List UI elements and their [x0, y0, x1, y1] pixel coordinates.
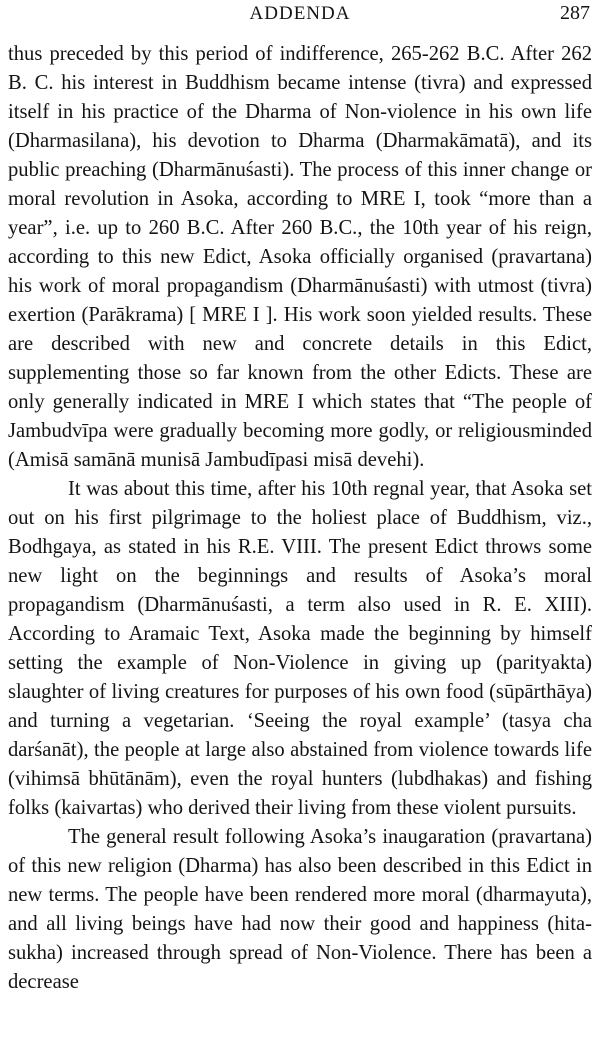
running-title: ADDENDA	[249, 3, 351, 24]
body-text	[8, 40, 592, 997]
page-number: 287	[560, 2, 590, 24]
paragraph-2: It was about this time, after his 10th regnal year, that Asoka set out on his first pilgrimage to the holiest place of Buddhism, viz., Bodhgaya, as stated in his R.E. VIII. The present Edict throws some new light on the beginnings and results of Asoka’s moral propagandism (Dharmānuśasti, a term also used in R. E. XIII). According to Aramaic Text, Asoka made the beginning by himself setting the example of Non-Violence in giving up (parityakta) slaughter of living creatures for purposes of his own food (sūpārthāya) and turning a vegetarian. ‘Seeing the royal example’ (tasya cha darśanāt), the people at large also abstained from violence towards life (vihimsā bhūtānām), even the royal hunters (lubdhakas) and fishing folks (kaivartas) who derived their living from these violent pursuits.	[8, 478, 592, 819]
page-header	[8, 0, 592, 40]
paragraph-3: The general result following Asoka’s inaugaration (pravartana) of this new religion (Dharma) has also been described in this Edict in new terms. The people have been rendered more moral (dharmayuta), and all living beings have had now their good and happiness (hita-sukha) increased through spread of Non-Violence. There has been a decrease	[8, 826, 592, 993]
paragraph-1: thus preceded by this period of indifference, 265-262 B.C. After 262 B. C. his interest in Buddhism became intense (tivra) and expressed itself in his practice of the Dharma of Non-violence in his own life (Dharmasilana), his devotion to Dharma (Dharmakāmatā), and its public preaching (Dharmānuśasti). The process of this inner change or moral revolution in Asoka, according to MRE I, took “more than a year”, i.e. up to 260 B.C. After 260 B.C., the 10th year of his reign, according to this new Edict, Asoka officially organised (pravartana) his work of moral propagandism (Dharmānuśasti) with utmost (tivra) exertion (Parākrama) [ MRE I ]. His work soon yielded results. These are described with new and concrete details in this Edict, supplementing those so far known from the other Edicts. These are only generally indicated in MRE I which states that “The people of Jambudvīpa were gradually becoming more godly, or religiousminded (Amisā samānā munisā Jambudīpasi misā devehi).	[8, 43, 592, 471]
